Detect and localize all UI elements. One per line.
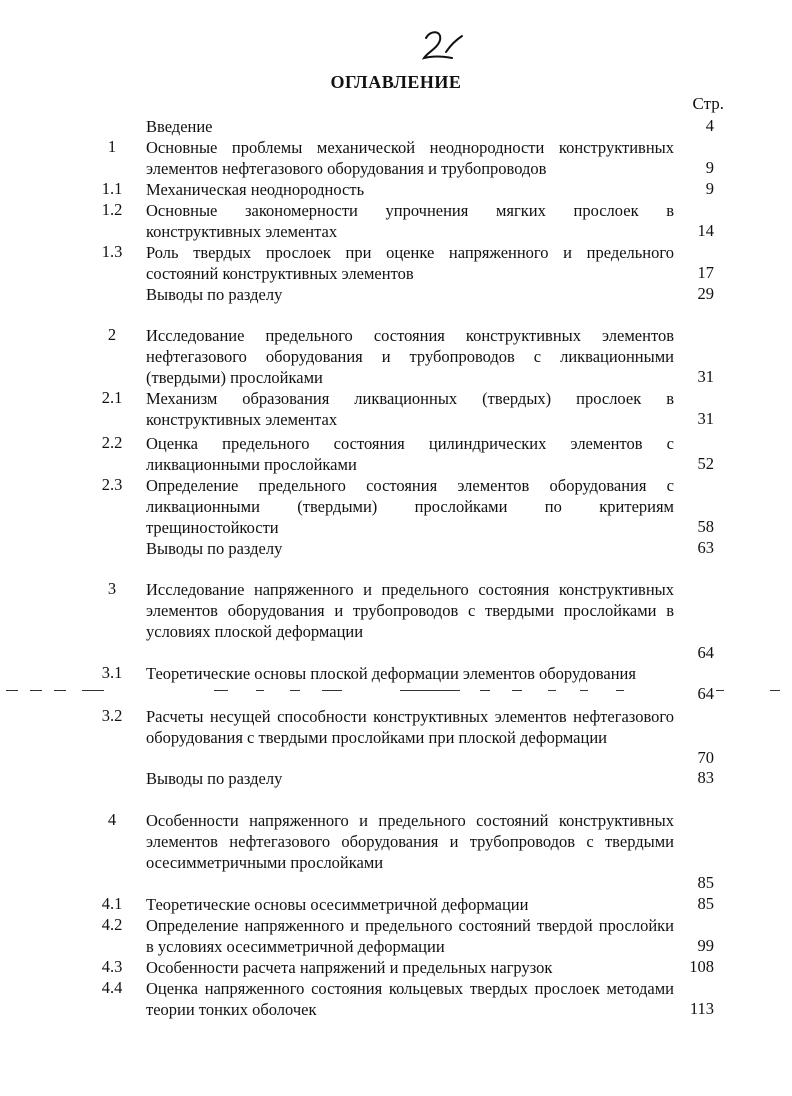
entry-page: 17 bbox=[697, 263, 714, 282]
entry-title: Оценка напряженного состояния кольцевых твердых прослоек методами теории тонких оболочек bbox=[146, 979, 674, 1019]
scan-dash bbox=[716, 690, 724, 691]
entry-title: Исследование напряженного и предельного состояния конструктивных элементов оборудования и трубопроводов с твердыми прослойками в условиях плоской деформации bbox=[146, 580, 674, 641]
entry-page: 63 bbox=[697, 538, 714, 557]
entry-title: Введение bbox=[146, 117, 213, 136]
entry-number: 2.1 bbox=[101, 388, 123, 407]
entry-page: 4 bbox=[705, 116, 714, 135]
entry-page: 29 bbox=[697, 284, 714, 303]
entry-page: 108 bbox=[689, 957, 714, 976]
entry-number: 4.2 bbox=[101, 915, 123, 934]
page-title: ОГЛАВЛЕНИЕ bbox=[330, 72, 462, 92]
entry-title: Оценка предельного состояния цилиндрических элементов с ликвационными прослойками bbox=[146, 434, 674, 474]
entry-number: 4.1 bbox=[101, 894, 123, 913]
entry-title: Определение предельного состояния элементов оборудования с ликвационными (твердыми) прослойками по критериям трещиностойкости bbox=[146, 476, 674, 537]
entry-number: 3 bbox=[107, 579, 117, 598]
entry-number: 4.4 bbox=[101, 978, 123, 997]
scan-dash bbox=[480, 690, 490, 691]
entry-title: Исследование предельного состояния конструктивных элементов нефтегазового оборудования и трубопроводов с ликвационными (твердыми) прослойками bbox=[146, 326, 674, 387]
scan-dash bbox=[322, 690, 342, 691]
entry-number: 4.3 bbox=[101, 957, 123, 976]
entry-title: Определение напряженного и предельного состояний твердой прослойки в условиях осесимметричной деформации bbox=[146, 916, 674, 956]
scan-dash bbox=[290, 690, 300, 691]
scan-dash bbox=[400, 690, 460, 691]
entry-page: 64 bbox=[697, 684, 714, 703]
scan-dash bbox=[6, 690, 18, 691]
entry-page: 99 bbox=[697, 936, 714, 955]
entry-page: 113 bbox=[689, 999, 714, 1018]
entry-title: Основные проблемы механической неоднородности конструктивных элементов нефтегазового оборудования и трубопроводов bbox=[146, 138, 674, 178]
entry-number: 2.3 bbox=[101, 475, 123, 494]
entry-number: 2 bbox=[107, 325, 117, 344]
entry-title: Роль твердых прослоек при оценке напряженного и предельного состояний конструктивных элементов bbox=[146, 243, 674, 283]
entry-title: Основные закономерности упрочнения мягких прослоек в конструктивных элементах bbox=[146, 201, 674, 241]
scan-dash bbox=[512, 690, 522, 691]
entry-number: 1 bbox=[107, 137, 117, 156]
entry-title: Механизм образования ликвационных (твердых) прослоек в конструктивных элементах bbox=[146, 389, 674, 429]
entry-page: 9 bbox=[705, 158, 714, 177]
entry-number: 3.1 bbox=[101, 663, 123, 682]
entry-title: Выводы по разделу bbox=[146, 539, 283, 558]
entry-number: 4 bbox=[107, 810, 117, 829]
entry-title: Механическая неоднородность bbox=[146, 180, 365, 199]
scan-dash bbox=[548, 690, 556, 691]
page-column-header: Стр. bbox=[692, 94, 724, 113]
entry-page: 83 bbox=[697, 768, 714, 787]
entry-page: 52 bbox=[697, 454, 714, 473]
entry-page: 64 bbox=[697, 643, 714, 662]
entry-number: 3.2 bbox=[101, 706, 123, 725]
entry-page: 9 bbox=[705, 179, 714, 198]
entry-title: Особенности напряженного и предельного состояний конструктивных элементов нефтегазового оборудования и трубопроводов с твердыми осесимметричными прослойками bbox=[146, 811, 674, 872]
entry-page: 31 bbox=[697, 409, 714, 428]
entry-page: 14 bbox=[697, 221, 714, 240]
scan-dash bbox=[30, 690, 42, 691]
entry-number: 1.3 bbox=[101, 242, 123, 261]
entry-title: Теоретические основы осесимметричной деформации bbox=[146, 895, 529, 914]
entry-title: Выводы по разделу bbox=[146, 769, 283, 788]
entry-page: 85 bbox=[697, 894, 714, 913]
scan-dash bbox=[770, 690, 780, 691]
scan-dash bbox=[580, 690, 588, 691]
entry-page: 58 bbox=[697, 517, 714, 536]
scan-dash bbox=[616, 690, 624, 691]
scan-dash bbox=[82, 690, 104, 691]
scan-dash bbox=[256, 690, 264, 691]
entry-number: 2.2 bbox=[101, 433, 123, 452]
entry-title: Выводы по разделу bbox=[146, 285, 283, 304]
entry-title: Особенности расчета напряжений и предельных нагрузок bbox=[146, 958, 553, 977]
entry-page: 31 bbox=[697, 367, 714, 386]
entry-page: 70 bbox=[697, 748, 714, 767]
entry-page: 85 bbox=[697, 873, 714, 892]
scan-dash bbox=[214, 690, 228, 691]
entry-number: 1.1 bbox=[101, 179, 123, 198]
entry-title: Теоретические основы плоской деформации элементов оборудования bbox=[146, 664, 636, 683]
entry-number: 1.2 bbox=[101, 200, 123, 219]
entry-title: Расчеты несущей способности конструктивных элементов нефтегазового оборудования с твердыми прослойками при плоской деформации bbox=[146, 707, 674, 747]
scan-artifact-dashes bbox=[0, 690, 792, 692]
scan-dash bbox=[54, 690, 66, 691]
